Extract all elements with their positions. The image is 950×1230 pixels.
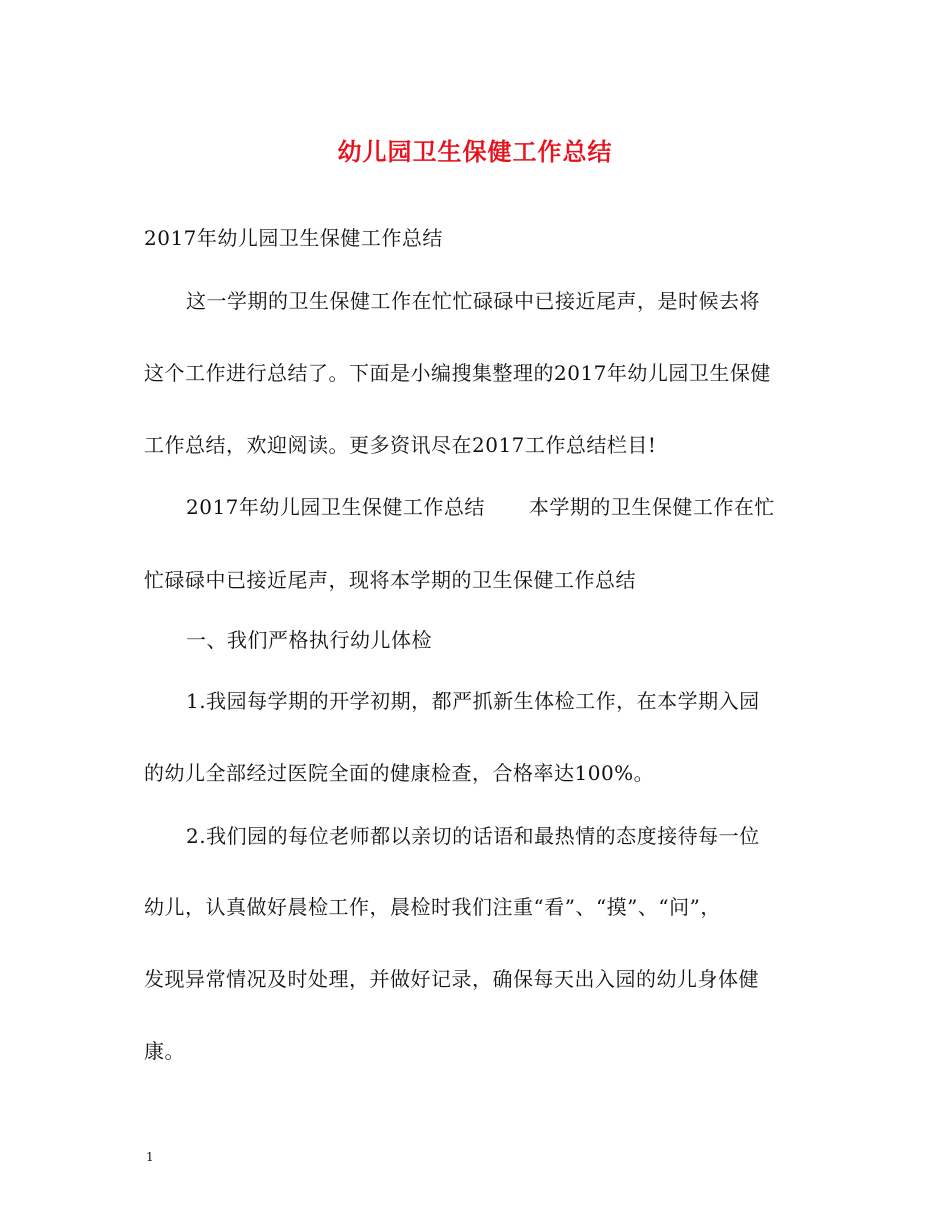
item1-line-1: 1.我园每学期的开学初期，都严抓新生体检工作，在本学期入园 <box>186 689 760 713</box>
item2-line-4: 康。 <box>144 1039 185 1063</box>
para2-heading: 2017年幼儿园卫生保健工作总结 <box>186 495 485 519</box>
item2-line-2: 幼儿，认真做好晨检工作，晨检时我们注重“看”、“摸”、“问”， <box>144 895 721 919</box>
intro-line-3: 工作总结，欢迎阅读。更多资讯尽在2017工作总结栏目! <box>144 433 657 457</box>
para2-line-1 <box>186 491 775 520</box>
intro-line-2: 这个工作进行总结了。下面是小编搜集整理的2017年幼儿园卫生保健 <box>144 361 771 385</box>
intro-line-1: 这一学期的卫生保健工作在忙忙碌碌中已接近尾声，是时候去将 <box>186 289 760 313</box>
page-number: 1 <box>146 1150 154 1164</box>
document-title: 幼儿园卫生保健工作总结 <box>337 137 613 166</box>
subtitle: 2017年幼儿园卫生保健工作总结 <box>144 226 443 250</box>
section-1-heading: 一、我们严格执行幼儿体检 <box>186 628 432 652</box>
para2-line-2: 忙碌碌中已接近尾声，现将本学期的卫生保健工作总结 <box>144 568 636 592</box>
item2-line-1: 2.我们园的每位老师都以亲切的话语和最热情的态度接待每一位 <box>186 824 760 848</box>
item1-line-2: 的幼儿全部经过医院全面的健康检查，合格率达100%。 <box>144 761 655 785</box>
item2-line-3: 发现异常情况及时处理，并做好记录，确保每天出入园的幼儿身体健 <box>144 967 759 991</box>
para2-line1-rest: 本学期的卫生保健工作在忙 <box>528 495 775 519</box>
